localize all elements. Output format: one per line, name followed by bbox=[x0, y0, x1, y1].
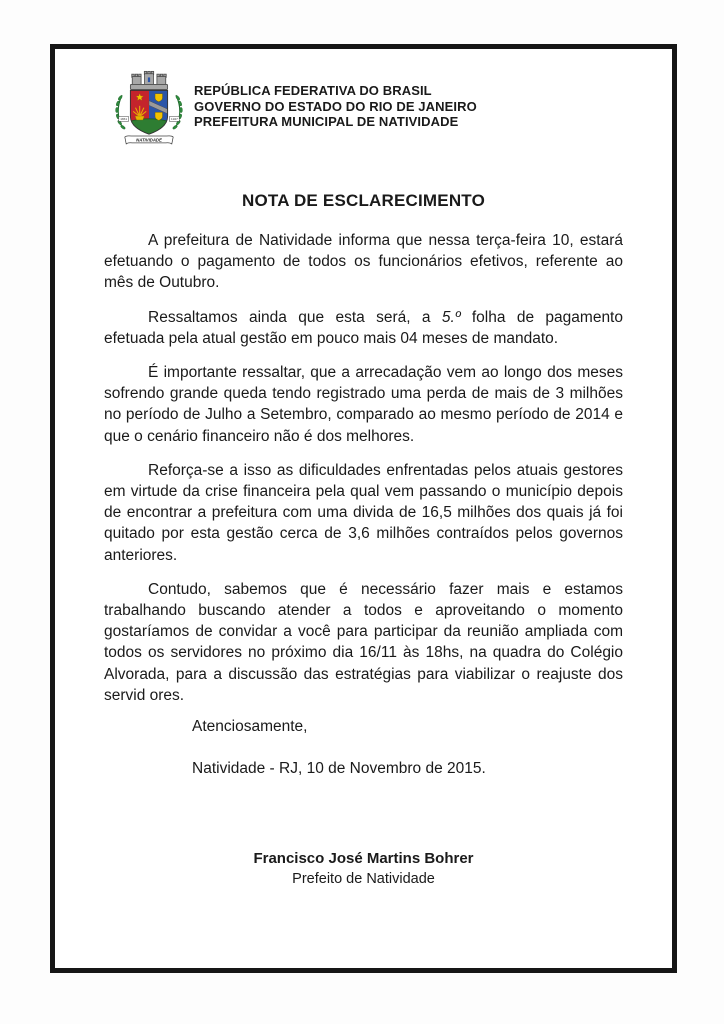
document-title: NOTA DE ESCLARECIMENTO bbox=[241, 191, 486, 210]
letterhead bbox=[107, 70, 623, 150]
letterhead-line-state: GOVERNO DO ESTADO DO RIO DE JANEIRO bbox=[194, 98, 477, 114]
scroll-banner-label: NATIVIDADE bbox=[136, 137, 162, 143]
name-scroll bbox=[125, 136, 173, 144]
paragraph-payroll-count-start: Ressaltamos ainda que esta será, a bbox=[148, 308, 442, 326]
mural-crown bbox=[130, 71, 167, 89]
letter-content bbox=[104, 49, 623, 889]
letterhead-line-republic: REPÚBLICA FEDERATIVA DO BRASIL bbox=[194, 83, 432, 98]
year-right-label: 1947 bbox=[171, 117, 178, 122]
municipal-coat-of-arms-icon bbox=[107, 70, 191, 150]
signature-name: Francisco José Martins Bohrer bbox=[253, 850, 474, 868]
paragraph-meeting-invite: Contudo, sabemos que é necessário fazer mais e estamos trabalhando buscando atender a todos e aproveitando o momento gostaríamos de convidar a você para participar da reunião ampliada com todos os servidores no próximo dia 16/11 às 18hs, na quadra do Colégio Alvorada, para a discussão das estratégias para viabilizar o reajuste dos servid ores. bbox=[104, 580, 623, 704]
paragraph-payroll-count-end: folha de pagamento efetuada pela atual gestão em pouco mais 04 meses de mandato. bbox=[104, 308, 623, 347]
letter-body bbox=[104, 230, 623, 706]
signature-block bbox=[104, 849, 623, 889]
paragraph-revenue-drop: É importante ressaltar, que a arrecadação vem ao longo dos meses sofrendo grande queda tendo registrado uma perda de mais de 3 milhões no período de Julho a Setembro, comparado ao mesmo período de 2014 e que o cenário financeiro não é dos melhores. bbox=[104, 364, 623, 445]
letterhead-line-municipality: PREFEITURA MUNICIPAL DE NATIVIDADE bbox=[194, 114, 459, 129]
letterhead-text bbox=[194, 83, 477, 129]
signature-role: Prefeito de Natividade bbox=[292, 871, 435, 888]
paragraph-payroll-ordinal: 5.º bbox=[441, 308, 461, 326]
page-border-frame bbox=[50, 44, 677, 973]
year-left-label: 1831 bbox=[120, 117, 128, 122]
dateline: Natividade - RJ, 10 de Novembro de 2015. bbox=[192, 760, 486, 778]
closing-salutation: Atenciosamente, bbox=[192, 718, 308, 736]
paragraph-payroll-count bbox=[104, 307, 623, 349]
paragraph-debt: Reforça-se a isso as dificuldades enfrentadas pelos atuais gestores em virtude da crise financeira pela qual vem passando o município depois de encontrar a prefeitura com uma divida de 16,5 milhões dos quais já foi quitado por esta gestão cerca de 3,6 milhões contraídos pelos governos anteriores. bbox=[104, 461, 623, 564]
paragraph-payment-notice: A prefeitura de Natividade informa que nessa terça-feira 10, estará efetuando o pagamento de todos os funcionários efetivos, referente ao mês de Outubro. bbox=[104, 232, 623, 292]
